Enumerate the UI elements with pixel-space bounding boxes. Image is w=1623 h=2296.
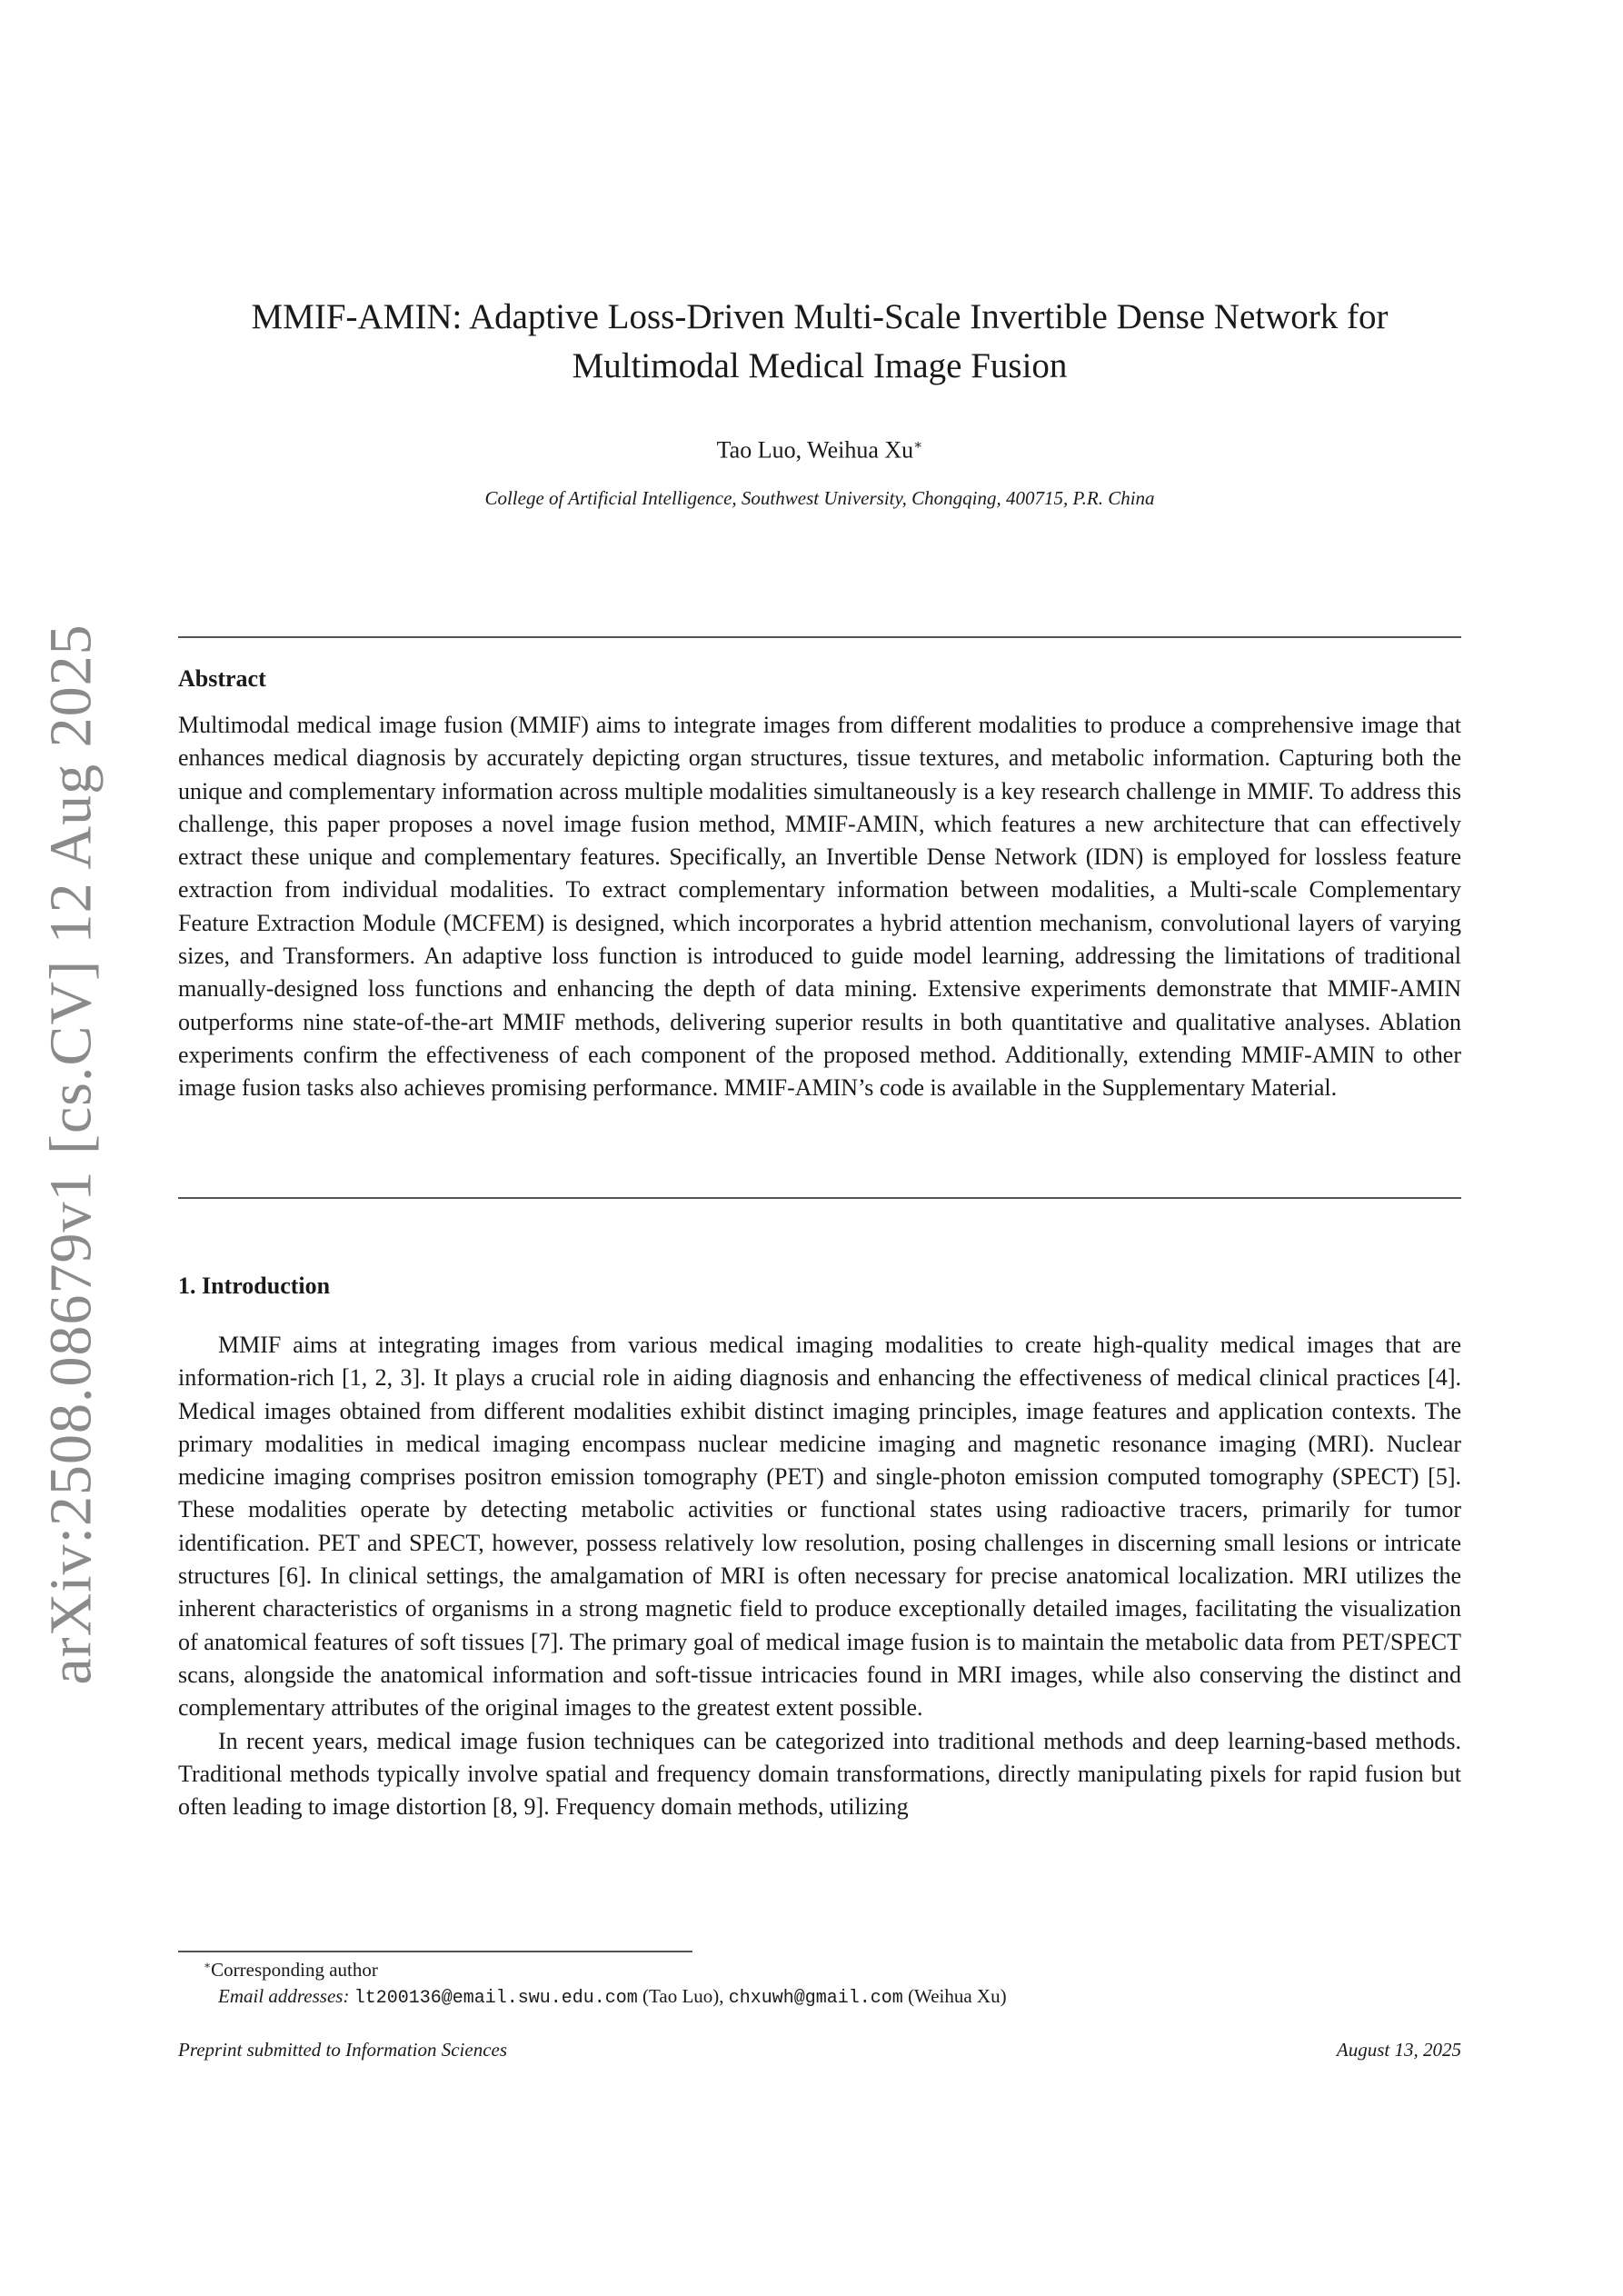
footnote-corresponding-text: Corresponding author: [211, 1959, 378, 1981]
arxiv-sidebar-stamp: [33, 624, 110, 1685]
email-label: Email addresses:: [218, 1985, 350, 2007]
abstract-body: [178, 709, 1461, 1105]
paper-title: [178, 293, 1461, 391]
introduction-paragraph-2: In recent years, medical image fusion techniques can be categorized into traditional methods and deep learning-based methods. Traditional methods typically involve spatial and frequency domain transformations, directly manipulating pixels for rapid fusion but often leading to image distortion [8, 9]. Frequency domain methods, utilizing: [178, 1727, 1461, 1821]
title-line-1: MMIF-AMIN: Adaptive Loss-Driven Multi-Scale Invertible Dense Network for: [251, 297, 1389, 336]
author-list: [178, 436, 1461, 464]
title-line-2: Multimodal Medical Image Fusion: [572, 346, 1068, 385]
email-owner-2: (Weihua Xu): [908, 1985, 1007, 2007]
arxiv-identifier: arXiv:2508.08679v1 [cs.CV] 12 Aug 2025: [37, 624, 105, 1685]
email-weihua-xu[interactable]: chxuwh@gmail.com: [728, 1988, 903, 2009]
email-tao-luo[interactable]: lt200136@email.swu.edu.com: [353, 1988, 638, 2009]
footnote-mark: ∗: [204, 1959, 212, 1972]
corresponding-author-mark: ∗: [913, 438, 923, 453]
abstract-heading: Abstract: [178, 665, 266, 692]
introduction-body: [178, 1329, 1461, 1823]
affiliation: College of Artificial Intelligence, Southwest University, Chongqing, 400715, P.R. China: [484, 487, 1155, 509]
author-names: Tao Luo, Weihua Xu: [716, 436, 914, 464]
introduction-heading: 1. Introduction: [178, 1273, 331, 1299]
preprint-date: August 13, 2025: [1336, 2039, 1461, 2061]
abstract-text: Multimodal medical image fusion (MMIF) aims to integrate images from different modalities to produce a comprehensive image that enhances medical diagnosis by accurately depicting organ structures, tissue textures, and metabolic information. Capturing both the unique and complementary information across multiple modalities simultaneously is a key research challenge in MMIF. To address this challenge, this paper proposes a novel image fusion method, MMIF-AMIN, which features a new architecture that can effectively extract these unique and complementary features. Specifically, an Invertible Dense Network (IDN) is employed for lossless feature extraction from individual modalities. To extract complementary information between modalities, a Multi-scale Complementary Feature Extraction Module (MCFEM) is designed, which incorporates a hybrid attention mechanism, convolutional layers of varying sizes, and Transformers. An adaptive loss function is introduced to guide model learning, addressing the limitations of traditional manually-designed loss functions and enhancing the depth of data mining. Extensive experiments demonstrate that MMIF-AMIN outperforms nine state-of-the-art MMIF methods, delivering superior results in both quantitative and qualitative analyses. Ablation experiments confirm the effectiveness of each component of the proposed method. Additionally, extending MMIF-AMIN to other image fusion tasks also achieves promising performance. MMIF-AMIN’s code is available in the Supplementary Material.: [178, 712, 1461, 1102]
footnote-emails: [178, 1983, 1461, 2011]
abstract-bottom-rule: [178, 1197, 1461, 1199]
footnotes: [178, 1952, 1461, 2011]
introduction-paragraph-1: MMIF aims at integrating images from various medical imaging modalities to create high-quality medical images that are information-rich [1, 2, 3]. It plays a crucial role in aiding diagnosis and enhancing the effectiveness of medical clinical practices [4]. Medical images obtained from different modalities exhibit distinct imaging principles, image features and application contexts. The primary modalities in medical imaging encompass nuclear medicine imaging and magnetic resonance imaging (MRI). Nuclear medicine imaging comprises positron emission tomography (PET) and single-photon emission computed tomography (SPECT) [5]. These modalities operate by detecting metabolic activities or functional states using radioactive tracers, primarily for tumor identification. PET and SPECT, however, possess relatively low resolution, posing challenges in discerning small lesions or intricate structures [6]. In clinical settings, the amalgamation of MRI is often necessary for precise anatomical localization. MRI utilizes the inherent characteristics of organisms in a strong magnetic field to produce exceptionally detailed images, facilitating the visualization of anatomical features of soft tissues [7]. The primary goal of medical image fusion is to maintain the metabolic data from PET/SPECT scans, alongside the anatomical information and soft-tissue intricacies found in MRI images, while also conserving the distinct and complementary attributes of the original images to the greatest extent possible.: [178, 1332, 1461, 1722]
abstract-top-rule: [178, 636, 1461, 638]
email-owner-1: (Tao Luo),: [642, 1985, 724, 2007]
footnote-corresponding: [178, 1952, 1461, 1983]
preprint-note: Preprint submitted to Information Sciences: [178, 2039, 508, 2061]
